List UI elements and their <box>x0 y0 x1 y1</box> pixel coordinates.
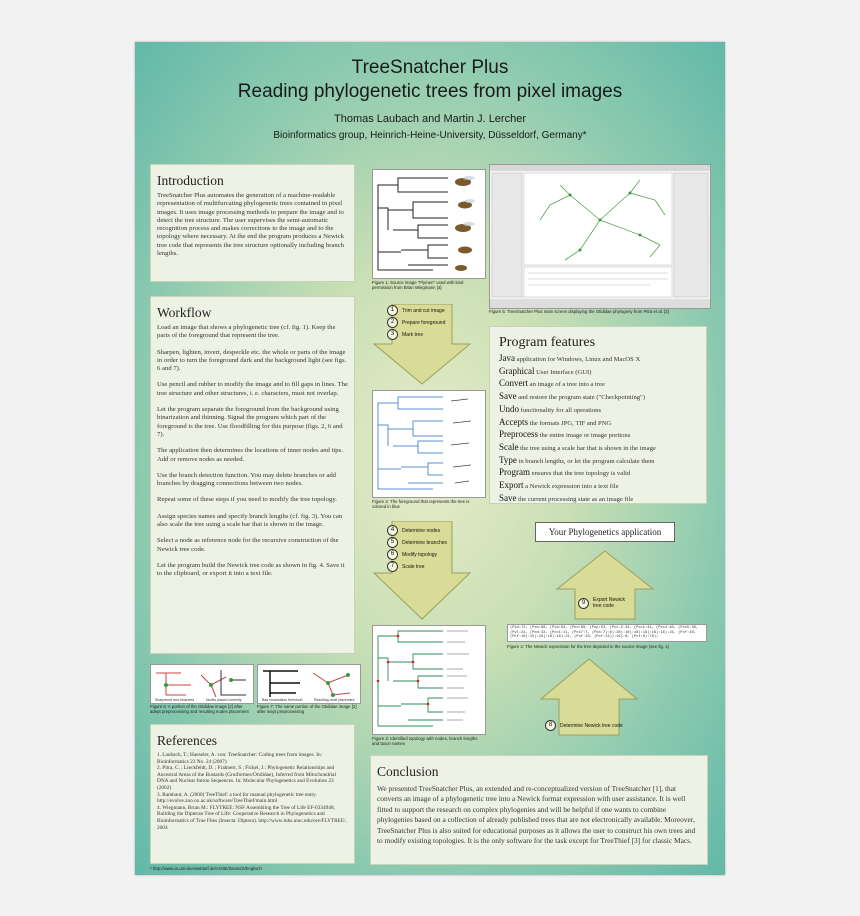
step-2-label: Prepare foreground <box>402 319 446 326</box>
step-6: 6 Modify topology <box>387 549 437 560</box>
figure-2-tree <box>373 391 485 497</box>
figure-5-screenshot <box>489 164 711 309</box>
figure-5-drawing <box>490 165 710 308</box>
feature-text: the tree using a scale bar that is shown in the image <box>518 444 656 452</box>
figure-5-caption: Figure 5: TreeSnatcher Plus main screen displaying the Otididae phylogeny from Pitra et al. [2] <box>489 309 669 314</box>
feature-keyword: Convert <box>499 378 528 389</box>
feature-keyword: Preprocess <box>499 429 538 440</box>
conclusion-text: We presented TreeSnatcher Plus, an extended and re-conceptualized version of TreeSnatcher [1], that converts an image of a phylogenetic tree into a Newick format expression with user assistance. It is well fitted to support the research on complex phylogenies and will be helpful if one wants to combine phylogenies based on a collection of already published trees that are not electronically available. Moreover, TreeSnatcher Plus is also suited for educational purposes as it allows the user to construct his own trees and to modify existing topologies. It is the only software for the task except for TreeThief [3] for classic Macs. <box>377 784 696 846</box>
feature-keyword: Graphical <box>499 365 535 376</box>
figure-3-image <box>372 625 486 735</box>
figure-2-caption: Figure 2: The foreground that represents the tree is colored in blue <box>372 499 470 509</box>
introduction-panel <box>150 164 355 282</box>
step-9-label: Export Newick tree code <box>593 597 625 609</box>
feature-text: ensures that the tree topology is valid <box>530 470 631 478</box>
feature-text: an image of a tree into a tree <box>528 381 605 389</box>
step-7-label: Scale tree <box>402 563 425 570</box>
feature-keyword: Save <box>499 492 517 503</box>
figure-6-label-b: Nodes placed correctly <box>206 698 242 702</box>
feature-text: User Interface (GUI) <box>534 368 592 376</box>
workflow-paragraph: Let the program separate the foreground from the background using binarization and thinning. Signal the program which part of the foreground is the tree. Use floodfilling for this purpose (figs. 2, 6 and 7). <box>157 406 343 438</box>
references-heading: References <box>157 733 217 748</box>
feature-keyword: Save <box>499 391 517 402</box>
workflow-paragraph: Sharpen, lighten, invert, despeckle etc. the whole or parts of the image in order to turn the foreground dark and the background light (see figs. 6 and 7). <box>157 348 347 373</box>
step-1-label: Trim and cut image <box>402 307 445 314</box>
arrow-up-9 <box>555 549 655 621</box>
figure-3-tree <box>373 626 485 734</box>
feature-keyword: Java <box>499 353 515 363</box>
reference-item: 2. Pitra, C. ; Lieckfeldt, D. ; Frahnert, S ; Fickel, J.: Phylogenetic Relationships and Ancestral Areas of the Bustards (Gruiformes/Otididae), Inferred from Mitochondrial DNA and Nuclear Intron Sequences. In: Molecular Phylogenetics and Evolution 23 (2002) <box>157 765 337 791</box>
step-4-label: Determine nodes <box>402 527 441 534</box>
workflow-paragraph: Repeat some of these steps if you need to modify the tree topology. <box>157 496 337 504</box>
reference-item: 3. Rambaut, A. (2000) TreeThief: a tool for manual phylogenetic tree entry. http://evolve.zoo.ox.ac.uk/software/TreeThief/main.html <box>157 791 317 805</box>
figure-7-image <box>257 664 361 704</box>
figure-6-image <box>150 664 254 704</box>
feature-keyword: Program <box>499 467 530 478</box>
workflow-paragraph: Use the branch detection function. You may delete branches or add branches by dragging connections between two nodes. <box>157 471 337 488</box>
figure-7-drawing <box>258 665 360 703</box>
reference-item: 1. Laubach, T.; Haeseler, A. von: TreeSnatcher: Coding trees from images. In: Bioinformatics 23 No. 24 (2007) <box>157 752 323 765</box>
step-4: 4 Determine nodes <box>387 525 440 536</box>
feature-item <box>499 353 697 366</box>
workflow-paragraph: Select a node as reference node for the recursive construction of the Newick tree code. <box>157 537 339 553</box>
feature-item <box>499 442 697 455</box>
newick-expression: (Psd:72, (Psb:68, (Pvb:64, (Pnd:60, (Pcp:52, (Pcc:2:44, (Pcc1:44, (Pcc4:40, (Pcc5:36, (Pyl:22, (Pcd:32, (Pcc1:11, (Pcc7:7, (Pcb:7):8):28):10):18):18):16):16):21, (Pcf:10, (Pcf:10):15):10):16):16):21, (Pcf:10, (Pcf:11)):16):8, (Pct:8):76); <box>507 624 707 642</box>
footnote: * http://www.cs.uni-duesseldorf.de/AG/BI/Deutsch/Englisch <box>150 866 262 871</box>
workflow-paragraph: Load an image that shows a phylogenetic tree (cf. fig. 1). Keep the parts of the foreground that represent the tree. <box>157 324 336 340</box>
step-2: 2 Prepare foreground <box>387 317 445 328</box>
references-list <box>157 752 348 831</box>
step-5-label: Determine branches <box>402 539 448 546</box>
your-application-box: Your Phylogenetics application <box>535 522 675 542</box>
poster-title: TreeSnatcher Plus <box>351 57 509 78</box>
feature-keyword: Accepts <box>499 416 528 427</box>
feature-text: application for Windows, Linux and MacOS X <box>515 356 641 363</box>
feature-text: a Newick expression into a text file <box>523 483 619 491</box>
program-features-heading: Program features <box>499 335 596 350</box>
references-panel <box>150 724 355 864</box>
features-list <box>499 353 697 505</box>
feature-text: the current processing state as an image file <box>516 495 634 503</box>
feature-item <box>499 455 697 468</box>
workflow-paragraph: Assign species names and specify branch lengths (cf. fig. 3). You can also scale the tree using a scale bar that is shown in the image. <box>157 512 343 529</box>
feature-text: in branch lengths, or let the program calculate them <box>516 457 655 465</box>
figure-6-caption: Figure 6: A portion of the Otididae image [2] after adept preprocessing and resulting nodes placement <box>150 704 249 714</box>
step-3: 3 Mark tree <box>387 329 423 340</box>
affiliation: Bioinformatics group, Heinrich-Heine-University, Düsseldorf, Germany* <box>273 130 587 141</box>
step-6-label: Modify topology <box>402 551 438 558</box>
figure-3-caption: Figure 3: Identified topology with nodes, branch lengths and taxon names <box>372 736 478 746</box>
feature-text: the formats JPG, TIF and PNG <box>528 419 612 427</box>
step-8: 8 Determine Newick tree code <box>545 720 623 731</box>
workflow-paragraph: The application then determines the locations of inner nodes and tips. Add or remove nodes as needed. <box>157 447 343 463</box>
poster <box>135 42 725 875</box>
workflow-steps <box>157 324 348 579</box>
feature-item <box>499 417 697 430</box>
feature-keyword: Export <box>499 480 524 491</box>
feature-item <box>499 467 697 480</box>
feature-text: and restore the program state ("Checkpointing") <box>516 394 645 402</box>
feature-item <box>499 480 697 493</box>
feature-item <box>499 404 697 417</box>
figure-7-label-a: Bad binarization threshold <box>262 698 303 702</box>
poster-subtitle: Reading phylogenetic trees from pixel images <box>237 81 623 102</box>
figure-6-drawing <box>151 665 253 703</box>
figure-7-label-b: Resulting node placement <box>314 698 355 702</box>
reference-item: 4. Wiegmann, Brian M.: FLYTREE: NSF Assembling the Tree of Life EF-0334948, Building the Dipteran Tree of Life: Cooperative Research in Phylogenetics and Bioinformatics of True Flies (Insecta: Diptera). http://www.inhs.uiuc.edu/ore/FLYTREE/, 2004 <box>157 804 347 831</box>
figure-1-caption: Figure 1: Source image "Flymen" used with kind permission from Brian Wiegmann [4] <box>372 280 464 290</box>
program-features-panel <box>489 326 707 504</box>
figure-7-caption: Figure 7: The same portion of the Otididae image [2] after inept preprocessing <box>257 704 357 714</box>
introduction-heading: Introduction <box>157 173 224 188</box>
feature-item <box>499 378 697 391</box>
figure-1-tree <box>373 170 485 278</box>
feature-item <box>499 366 697 379</box>
step-7: 7 Scale tree <box>387 561 425 572</box>
step-5: 5 Determine branches <box>387 537 447 548</box>
introduction-text: TreeSnatcher Plus automates the generation of a machine-readable representation of multifurcating phylogenetic trees contained in pixel images. It uses image processing methods to prepare the image and to detect the tree structure. The user supervises the semi-automatic recognition process and makes corrections to the image and to the topology where necessary. At the end the program produces a Newick tree code that represents the tree structure optionally including branch lengths. <box>157 192 344 258</box>
figure-1-image <box>372 169 486 279</box>
workflow-paragraph: Use pencil and rubber to modify the image and to fill gaps in lines. The tree structure and other structures, i. e. characters, must not overlap. <box>157 381 348 397</box>
figure-6-label-a: Sharpened and binarized <box>155 698 195 702</box>
step-9: 9 Export Newick tree code <box>578 598 627 609</box>
feature-text: the entire image or image portions <box>538 432 631 440</box>
feature-item <box>499 391 697 404</box>
feature-item <box>499 493 697 506</box>
workflow-panel <box>150 296 355 654</box>
feature-item <box>499 429 697 442</box>
step-8-label: Determine Newick tree code <box>560 722 623 729</box>
authors: Thomas Laubach and Martin J. Lercher <box>334 113 526 125</box>
feature-keyword: Type <box>499 454 517 465</box>
step-1: 1 Trim and cut image <box>387 305 445 316</box>
step-3-label: Mark tree <box>402 331 424 338</box>
workflow-heading: Workflow <box>157 305 212 320</box>
figure-2-image <box>372 390 486 498</box>
conclusion-heading: Conclusion <box>377 764 439 779</box>
conclusion-panel <box>370 755 708 865</box>
feature-text: functionality for all operations <box>519 406 602 414</box>
feature-keyword: Scale <box>499 441 519 452</box>
workflow-paragraph: Let the program build the Newick tree code as shown in fig. 4. Save it to the clipboard, or export it into a text file. <box>157 561 345 578</box>
feature-keyword: Undo <box>499 403 519 414</box>
figure-4-caption: Figure 4: The Newick expression for the tree depicted in the source image (see fig. 1) <box>507 644 670 649</box>
